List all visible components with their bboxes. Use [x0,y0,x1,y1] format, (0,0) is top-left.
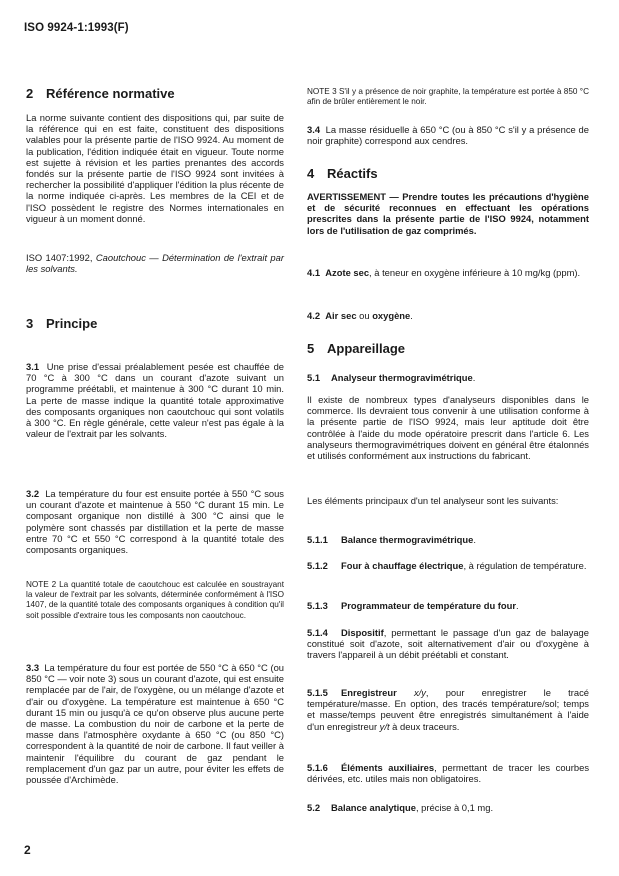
apparatus-5-1-5 [307,687,589,732]
apparatus-name: Enregistreur [341,687,397,698]
document-header: ISO 9924-1:1993(F) [24,22,129,34]
section-title: Principe [46,316,98,331]
note-3: NOTE 3 S'il y a présence de noir graphite, la température est portée à 850 °C afin de brûler entièrement le noir. [307,87,589,107]
clause-number: 3.3 [26,662,40,673]
section-number: 4 [307,166,315,181]
clause-number: 5.1.5 [307,687,328,698]
safety-warning: AVERTISSEMENT — Prendre toutes les précautions d'hygiène et de sécurité reconnues en effectuant les opérations prescrites dans la présente partie de l'ISO 9924, notamment lors de l'utilisation de gaz comprimés. [307,191,589,236]
apparatus-5-1-elements: Les éléments principaux d'un tel analyseur sont les suivants: [307,495,559,506]
apparatus-5-1-4 [307,627,589,661]
clause-number: 5.1.2 [307,560,328,571]
apparatus-name: Balance analytique [331,802,416,813]
apparatus-description: . [473,534,476,545]
section-title: Appareillage [327,341,406,356]
section-2-body: La norme suivante contient des dispositions qui, par suite de la référence qui en est faite, constituent des dispositions valables pour la présente partie de l'ISO 9924. Au moment de la publication, l'édition indiquée était en vigueur. Toute norme est sujette à révision et les parties prenantes des accords fondés sur la présente partie de l'ISO 9924 sont invitées à rechercher la possibilité d'appliquer l'édition la plus récente de la norme indiquée ci-après. Les membres de la CEI et de l'ISO possèdent le registre des Normes internationales en vigueur à un moment donné. [26,112,284,224]
apparatus-5-1-1 [307,534,589,545]
recorder-axes: x/y [413,687,426,698]
apparatus-name: Éléments auxiliaires [341,762,435,773]
apparatus-period: . [472,372,476,383]
section-title: Référence normative [46,86,175,101]
clause-number: 5.1.1 [307,534,328,545]
apparatus-description: , à régulation de température. [463,560,587,571]
clause-number: 4.2 [307,310,321,321]
reagent-description: , à teneur en oxygène inférieure à 10 mg/kg (ppm). [369,267,581,278]
section-2-heading [26,86,284,101]
reagent-name: Azote sec [325,267,370,278]
section-5-heading [307,341,589,356]
clause-3-4 [307,124,589,146]
section-3-heading [26,316,284,331]
clause-number: 5.2 [307,802,321,813]
clause-3-2 [26,488,284,555]
apparatus-description: , pour enregistrer le tracé température/masse. En option, des tracés température/sol; temps et masse/temps peuvent être enregistrés simultanément à l'aide d'un enregistreur [307,687,589,732]
apparatus-name: Four à chauffage électrique [341,560,464,571]
apparatus-5-2 [307,802,589,813]
reagent-period: . [410,310,413,321]
apparatus-5-1 [307,372,589,383]
apparatus-description: , permettant de tracer les courbes dérivées, etc. utiles mais non obligatoires. [307,762,590,785]
clause-number: 3.4 [307,124,321,135]
clause-3-3 [26,662,284,785]
reagent-connector: ou [356,310,373,321]
section-number: 2 [26,86,34,101]
apparatus-5-1-body: Il existe de nombreux types d'analyseurs disponibles dans le commerce. Ils devraient tous convenir à une utilisation conforme à la présente partie de l'ISO 9924, mais leur aptitude doit être contrôlée à l'aide du mode opératoire prescrit dans l'article 6. Les analyseurs thermogravimétriques doivent en général être étalonnés et utilisés conformément aux instructions du fabricant. [307,394,589,462]
clause-number: 5.1.6 [307,762,328,773]
clause-number: 4.1 [307,267,321,278]
reagent-4-2 [307,310,589,321]
apparatus-5-1-6 [307,762,589,784]
page-number: 2 [24,843,31,857]
apparatus-name: Balance thermogravimétrique [341,534,474,545]
section-title: Réactifs [327,166,378,181]
apparatus-5-1-2 [307,560,589,571]
reagent-name: Air sec [325,310,357,321]
clause-body: La masse résiduelle à 650 °C (ou à 850 °C s'il y a présence de noir graphite) correspond aux cendres. [307,124,589,147]
clause-body: La température du four est portée de 550 °C à 650 °C (ou 850 °C — voir note 3) sous un courant d'azote, qui est ensuite remplacée par de l'air, de l'oxygène, ou un mélange d'azote et d'air ou d'oxygène. La température est maintenue à 650 °C durant 15 min ou jusqu'à ce qu'on observe plus aucune perte de masse. La combustion du noir de carbone et la perte de masse dans l'atmosphère oxydante à 650 °C (ou 850 °C) correspondent à la quantité de noir de carbone. Il faut veiller à maintenir l'équilibre du courant de gaz pendant le remplacement d'un gaz par un autre, pour éviter les effets de poussée d'Archimède. [26,662,284,786]
apparatus-5-1-3 [307,600,589,611]
section-number: 3 [26,316,34,331]
apparatus-description: , permettant le passage d'un gaz de balayage constitué soit d'azote, soit alternativement d'air ou d'oxygène à travers l'appareil à un débit préétabli et constant. [307,627,589,661]
apparatus-name: Dispositif [341,627,384,638]
clause-number: 3.1 [26,361,40,372]
clause-number: 5.1.3 [307,600,328,611]
reference-title: Caoutchouc — Détermination de l'extrait par les solvants. [26,252,284,275]
reference-code: ISO 1407:1992, [26,252,93,263]
reagent-name-alt: oxygène [372,310,411,321]
note-2: NOTE 2 La quantité totale de caoutchouc est calculée en soustrayant la valeur de l'extrait par les solvants, déterminée conformément à l'ISO 1407, de la quantité totale des composants organiques à condition qu'il soit possible d'extraire tous les composants non caoutchouc. [26,580,284,620]
apparatus-name: Analyseur thermogravimétrique [331,372,473,383]
clause-number: 5.1 [307,372,321,383]
apparatus-description: . [516,600,519,611]
reagent-4-1 [307,267,589,278]
clause-3-1 [26,361,284,439]
clause-number: 3.2 [26,488,40,499]
apparatus-name: Programmateur de température du four [341,600,517,611]
section-number: 5 [307,341,315,356]
normative-reference [26,252,284,274]
clause-body: Une prise d'essai préalablement pesée est chauffée de 70 °C à 300 °C dans un courant d'azote suivant un programme préétabli, et maintenue à 300 °C durant 10 min. La perte de masse indique la quantité totale approximative des composants organiques non caoutchouc qui sont volatils à 300 °C. En règle générale, cette valeur n'est pas égale à la valeur de l'extrait par les solvants. [26,361,284,440]
clause-body: La température du four est ensuite portée à 550 °C sous un courant d'azote et maintenue à 550 °C durant 15 min. Le composant organique non distillé à 300 °C ainsi que le polymère sont chassés par distillation et la perte de masse entre 70 °C et 550 °C correspond à la quantité totale des composants organiques. [26,488,284,556]
recorder-axes-alt: y/t [379,720,390,732]
apparatus-description-end: à deux traceurs. [389,720,460,732]
section-4-heading [307,166,589,181]
apparatus-description: , précise à 0,1 mg. [415,802,494,813]
clause-number: 5.1.4 [307,627,328,638]
